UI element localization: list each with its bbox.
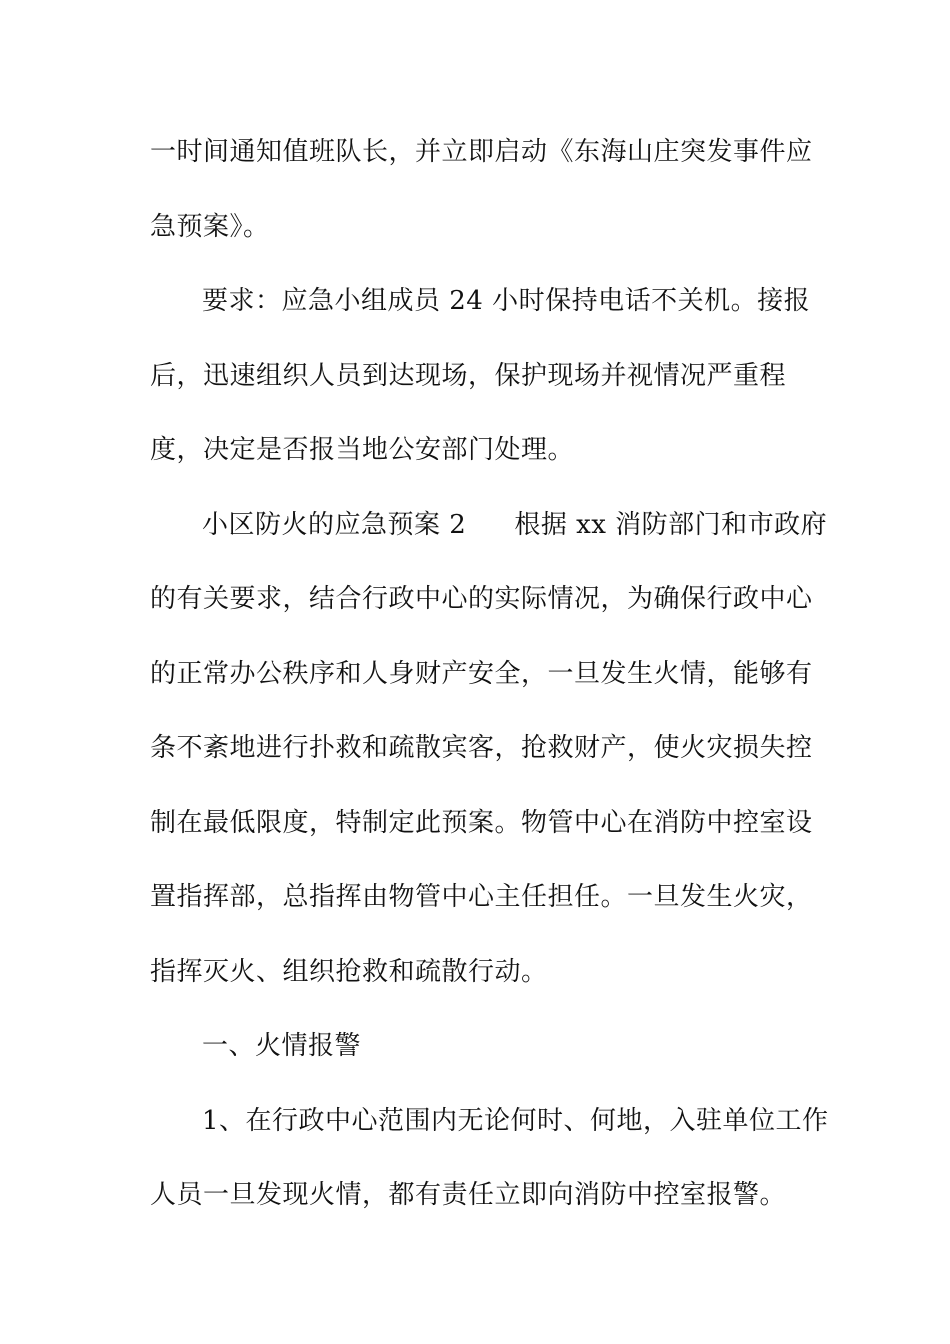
text-line-9: 条不紊地进行扑救和疏散宾客，抢救财产，使火灾损失控	[150, 733, 813, 763]
section-intro-text: 根据 xx 消防部门和市政府	[514, 509, 828, 540]
text-line-1: 一时间通知值班队长，并立即启动《东海山庄突发事件应	[150, 137, 813, 167]
text-line-11: 置指挥部，总指挥由物管中心主任担任。一旦发生火灾，	[150, 882, 813, 912]
text-line-15: 人员一旦发现火情，都有责任立即向消防中控室报警。	[150, 1180, 787, 1210]
text-line-7: 的有关要求，结合行政中心的实际情况，为确保行政中心	[150, 584, 813, 614]
text-line-5: 度，决定是否报当地公安部门处理。	[150, 435, 575, 465]
text-line-8: 的正常办公秩序和人身财产安全，一旦发生火情，能够有	[150, 658, 813, 689]
text-line-2: 急预案》。	[150, 211, 270, 242]
text-line-6	[150, 488, 828, 563]
text-line-10: 制在最低限度，特制定此预案。物管中心在消防中控室设	[150, 807, 813, 838]
text-line-13: 一、火情报警	[202, 1031, 362, 1061]
section-heading: 小区防火的应急预案 2	[202, 509, 467, 540]
text-line-14: 1、在行政中心范围内无论何时、何地，入驻单位工作	[202, 1105, 829, 1136]
text-line-12: 指挥灭火、组织抢救和疏散行动。	[150, 956, 548, 987]
text-line-4: 后，迅速组织人员到达现场，保护现场并视情况严重程	[150, 360, 787, 391]
document-body	[150, 115, 829, 1233]
text-line-3: 要求：应急小组成员 24 小时保持电话不关机。接报	[202, 286, 811, 316]
